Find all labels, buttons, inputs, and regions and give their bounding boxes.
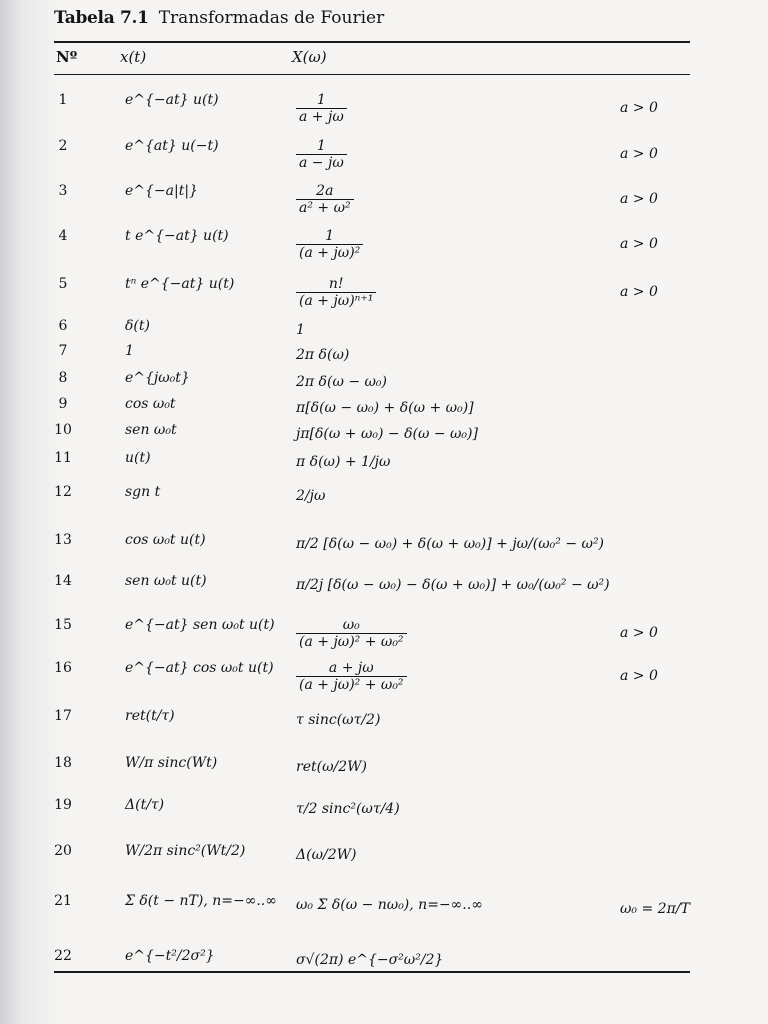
bottom-rule <box>54 971 690 973</box>
time-signal: cos ω₀t u(t) <box>125 532 206 548</box>
denominator: a − jω <box>296 154 347 171</box>
numerator: a + jω <box>328 660 374 676</box>
header-rule <box>54 74 690 75</box>
time-signal: sen ω₀t u(t) <box>125 573 207 589</box>
row-number: 7 <box>58 343 68 359</box>
numerator: ω₀ <box>342 617 360 633</box>
row-number: 4 <box>58 228 68 244</box>
row-number: 9 <box>58 396 68 412</box>
numerator: 1 <box>316 92 326 108</box>
fourier-transform: jπ[δ(ω + ω₀) − δ(ω − ω₀)] <box>296 426 478 442</box>
row-number: 1 <box>58 92 68 108</box>
fraction <box>296 183 354 216</box>
time-signal: W/2π sinc²(Wt/2) <box>125 843 246 859</box>
fourier-transform: Δ(ω/2W) <box>296 847 357 863</box>
time-signal: cos ω₀t <box>125 396 176 412</box>
numerator: 1 <box>316 138 326 154</box>
time-signal: W/π sinc(Wt) <box>125 755 218 771</box>
header-time-signal: x(t) <box>120 48 147 66</box>
fourier-transform: π/2j [δ(ω − ω₀) − δ(ω + ω₀)] + ω₀/(ω₀² − ω²) <box>296 577 610 593</box>
time-signal: e^{−t²/2σ²} <box>125 948 215 964</box>
table-title <box>54 8 384 28</box>
denominator: (a + jω)² + ω₀² <box>296 676 407 693</box>
row-number: 15 <box>54 617 72 633</box>
fourier-transform: π δ(ω) + 1/jω <box>296 454 391 470</box>
row-number: 11 <box>54 450 72 466</box>
denominator: a + jω <box>296 108 347 125</box>
condition: ω₀ = 2π/T <box>620 901 690 917</box>
header-number: Nº <box>56 48 78 66</box>
time-signal: e^{−a|t|} <box>125 183 198 199</box>
fourier-transform <box>296 276 376 309</box>
fourier-transform <box>296 228 363 261</box>
row-number: 5 <box>58 276 68 292</box>
row-number: 19 <box>54 797 72 813</box>
fraction <box>296 138 347 171</box>
condition: a > 0 <box>620 625 658 641</box>
row-number: 12 <box>54 484 72 500</box>
row-number: 18 <box>54 755 72 771</box>
time-signal: Σ δ(t − nT), n=−∞..∞ <box>125 893 277 909</box>
condition: a > 0 <box>620 284 658 300</box>
time-signal: e^{−at} cos ω₀t u(t) <box>125 660 274 676</box>
row-number: 21 <box>54 893 72 909</box>
row-number: 10 <box>54 422 72 438</box>
row-number: 13 <box>54 532 72 548</box>
time-signal: e^{at} u(−t) <box>125 138 219 154</box>
fourier-transform: σ√(2π) e^{−σ²ω²/2} <box>296 952 444 968</box>
row-number: 22 <box>54 948 72 964</box>
fourier-transform: τ/2 sinc²(ωτ/4) <box>296 801 400 817</box>
fourier-transform <box>296 660 407 693</box>
time-signal: t e^{−at} u(t) <box>125 228 229 244</box>
fourier-transform: π[δ(ω − ω₀) + δ(ω + ω₀)] <box>296 400 474 416</box>
fourier-transform <box>296 92 347 125</box>
fourier-transform <box>296 138 347 171</box>
row-number: 6 <box>58 318 68 334</box>
fraction <box>296 228 363 261</box>
fourier-transform: τ sinc(ωτ/2) <box>296 712 381 728</box>
row-number: 17 <box>54 708 72 724</box>
time-signal: 1 <box>125 343 134 359</box>
time-signal: ret(t/τ) <box>125 708 175 724</box>
time-signal: Δ(t/τ) <box>125 797 165 813</box>
row-number: 14 <box>54 573 72 589</box>
fourier-transform: 1 <box>296 322 305 338</box>
time-signal: e^{−at} u(t) <box>125 92 219 108</box>
fourier-transform <box>296 617 407 650</box>
row-number: 20 <box>54 843 72 859</box>
time-signal: tⁿ e^{−at} u(t) <box>125 276 235 292</box>
fourier-transform <box>296 183 354 216</box>
time-signal: u(t) <box>125 450 151 466</box>
time-signal: sen ω₀t <box>125 422 177 438</box>
numerator: 1 <box>325 228 335 244</box>
denominator: (a + jω)ⁿ⁺¹ <box>296 292 376 309</box>
fourier-transform: 2/jω <box>296 488 326 504</box>
numerator: n! <box>328 276 344 292</box>
fraction <box>296 617 407 650</box>
condition: a > 0 <box>620 668 658 684</box>
condition: a > 0 <box>620 236 658 252</box>
row-number: 2 <box>58 138 68 154</box>
time-signal: sgn t <box>125 484 161 500</box>
condition: a > 0 <box>620 100 658 116</box>
fourier-transform: ω₀ Σ δ(ω − nω₀), n=−∞..∞ <box>296 897 483 913</box>
fraction <box>296 660 407 693</box>
denominator: (a + jω)² + ω₀² <box>296 633 407 650</box>
fourier-transform: ret(ω/2W) <box>296 759 367 775</box>
table-label: Tabela 7.1 <box>54 8 149 28</box>
numerator: 2a <box>316 183 334 199</box>
time-signal: e^{−at} sen ω₀t u(t) <box>125 617 275 633</box>
time-signal: e^{jω₀t} <box>125 370 190 386</box>
table-caption: Transformadas de Fourier <box>158 8 385 28</box>
fraction <box>296 276 376 309</box>
fourier-transform: 2π δ(ω) <box>296 347 350 363</box>
row-number: 16 <box>54 660 72 676</box>
row-number: 8 <box>58 370 68 386</box>
fourier-transform: 2π δ(ω − ω₀) <box>296 374 387 390</box>
denominator: (a + jω)² <box>296 244 363 261</box>
header-transform: X(ω) <box>292 48 327 66</box>
condition: a > 0 <box>620 146 658 162</box>
time-signal: δ(t) <box>125 318 150 334</box>
condition: a > 0 <box>620 191 658 207</box>
top-rule <box>54 41 690 43</box>
row-number: 3 <box>58 183 68 199</box>
fourier-transform: π/2 [δ(ω − ω₀) + δ(ω + ω₀)] + jω/(ω₀² − ω²) <box>296 536 605 552</box>
fraction <box>296 92 347 125</box>
denominator: a² + ω² <box>296 199 354 216</box>
